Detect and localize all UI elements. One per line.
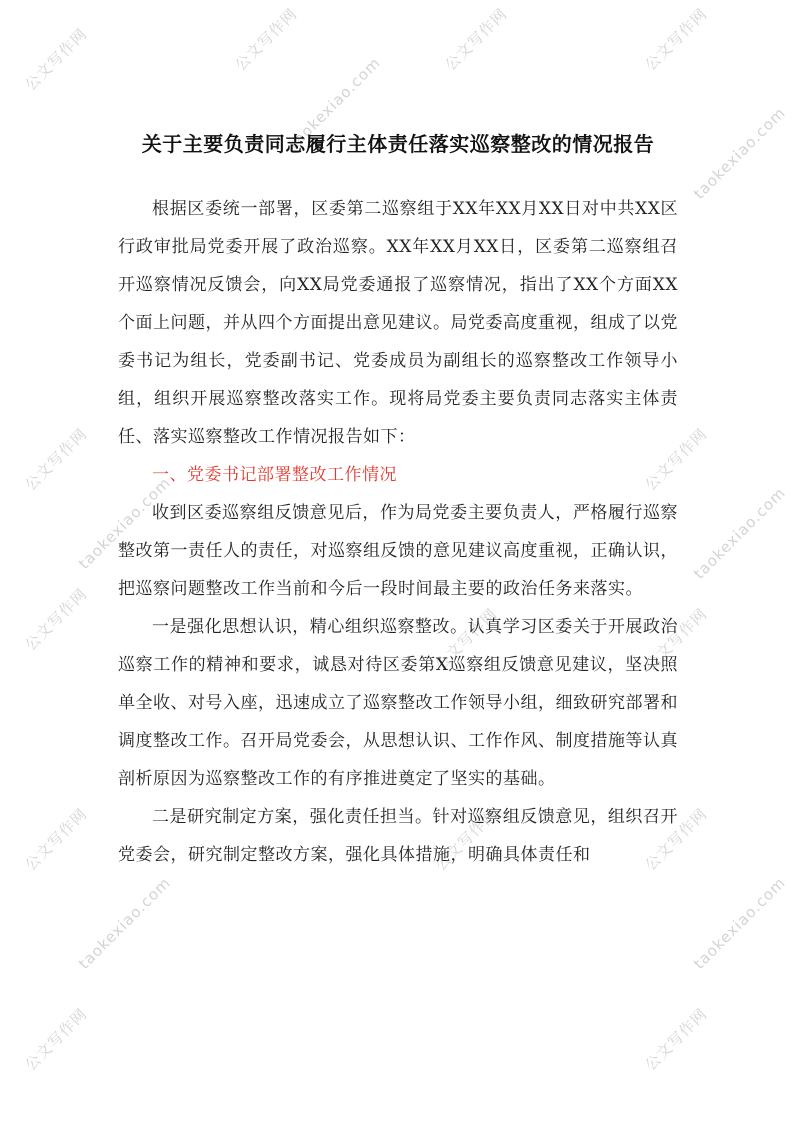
document-body: [118, 128, 678, 874]
watermark-cn: 公文写作网: [641, 424, 711, 495]
watermark-cn: 公文写作网: [21, 24, 91, 95]
watermark-en: taokexiao.com: [75, 873, 175, 973]
watermark-cn: 公文写作网: [641, 1004, 711, 1075]
intro-paragraph: 根据区委统一部署，区委第二巡察组于XX年XX月XX日对中共XX区行政审批局党委开展了政治巡察。XX年XX月XX日，区委第二巡察组召开巡察情况反馈会，向XX局党委通报了巡察情况，指出了XX个方面XX个面上问题，并从四个方面提出意见建议。局党委高度重视，组成了以党委书记为组长，党委副书记、党委成员为副组长的巡察整改工作领导小组，组织开展巡察整改落实工作。现将局党委主要负责同志落实主体责任、落实巡察整改工作情况报告如下：: [118, 199, 678, 447]
watermark-cn: 公文写作网: [431, 604, 501, 675]
body-paragraph: 收到区委巡察组反馈意见后，作为局党委主要负责人，严格履行巡察整改第一责任人的责任，对巡察组反馈的意见建议高度重视，正确认识，把巡察问题整改工作当前和今后一段时间最主要的政治任务来落实。: [118, 503, 678, 599]
watermark-cn: 公文写作网: [21, 1004, 91, 1075]
watermark-en: taokexiao.com: [690, 103, 790, 203]
body-paragraph: 一是强化思想认识，精心组织巡察整改。认真学习区委关于开展政治巡察工作的精神和要求，诚恳对待区委第X巡察组反馈意见建议，坚决照单全收、对号入座，迅速成立了巡察整改工作领导小组，细致研究部署和调度整改工作。召开局党委会，从思想认识、工作作风、制度措施等认真剖析原因为巡察整改工作的有序推进奠定了坚实的基础。: [118, 617, 678, 789]
watermark-cn: 公文写作网: [641, 4, 711, 75]
watermark-cn: 公文写作网: [21, 424, 91, 495]
watermark-en: taokexiao.com: [690, 873, 790, 973]
watermark-cn: 公文写作网: [21, 804, 91, 875]
watermark-cn: 公文写作网: [641, 604, 711, 675]
watermark-cn: 公文写作网: [641, 804, 711, 875]
watermark-cn: 公文写作网: [441, 4, 511, 75]
watermark-cn: 公文写作网: [231, 4, 301, 75]
body-paragraph: 二是研究制定方案，强化责任担当。针对巡察组反馈意见，组织召开党委会，研究制定整改方案，强化具体措施，明确具体责任和: [118, 807, 678, 865]
watermark-en: taokexiao.com: [690, 483, 790, 583]
watermark-cn: 公文写作网: [431, 804, 501, 875]
watermark-cn: 公文写作网: [21, 584, 91, 655]
section-heading: 一、党委书记部署整改工作情况: [152, 465, 397, 485]
watermark-en: taokexiao.com: [75, 473, 175, 573]
watermark-en: taokexiao.com: [285, 53, 385, 153]
document-title: 关于主要负责同志履行主体责任落实巡察整改的情况报告: [141, 132, 655, 156]
